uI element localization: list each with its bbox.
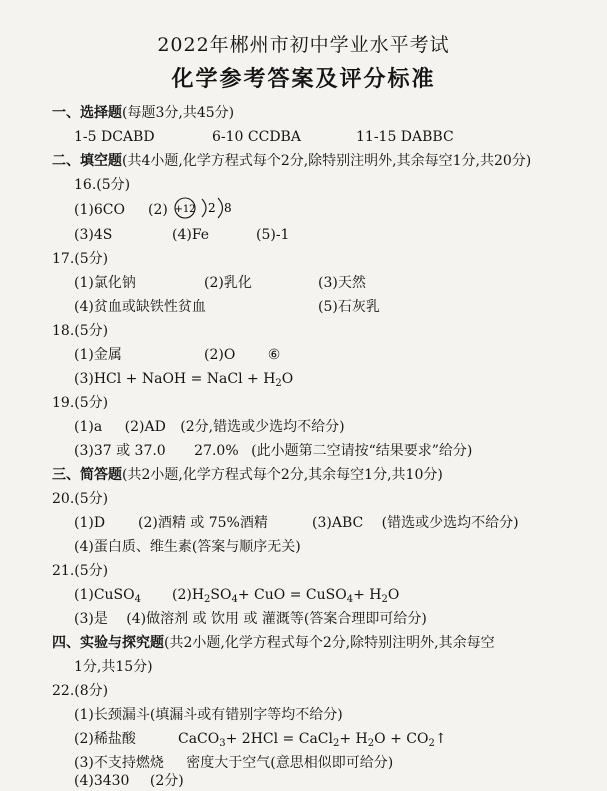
q21-eq-sub-2: 4 <box>231 594 238 605</box>
q22-eq-sub-3: 2 <box>367 738 375 749</box>
atom-structure-diagram <box>172 196 262 220</box>
q22-answer-2: (2)稀盐酸 <box>74 731 136 747</box>
q22-eq-part-4: O + CO <box>374 731 429 747</box>
q16-answer-1: (1)6CO <box>74 202 125 218</box>
q20-answer-4: (4)蛋白质、维生素(答案与顺序无关) <box>74 539 301 555</box>
section-4-note: (共2小题,化学方程式每个2分,除特别注明外,其余每空 <box>164 635 495 651</box>
q18-answer-2-element: (2)O <box>204 347 236 363</box>
section-3-note: (共2小题,化学方程式每个2分,其余每空1分,共10分) <box>122 467 443 483</box>
q21-eq-part-5: O <box>387 587 400 603</box>
electron-shell-2-arc <box>218 198 223 218</box>
q16-answer-4: (4)Fe <box>172 227 210 243</box>
q18-answer-3-equation <box>74 370 293 393</box>
q22-answer-4 <box>74 772 184 790</box>
mc-answers-1-5: 1-5 DCABD <box>74 129 155 145</box>
q19-answer-3 <box>74 442 472 460</box>
q21-number: 21.(5分) <box>52 563 109 579</box>
section-3-heading: 三、简答题 <box>52 467 122 483</box>
mc-answers-11-15: 11-15 DABBC <box>356 129 454 145</box>
q16-number: 16.(5分) <box>74 177 131 193</box>
mc-answers-6-10: 6-10 CCDBA <box>212 129 301 145</box>
electron-shell-1-count: 2 <box>208 201 216 215</box>
q18-eq-sub: 2 <box>275 378 282 389</box>
section-4-note-cont: 1分,共15分) <box>74 659 153 675</box>
q19-answer-3-second: 27.0% <box>194 443 239 459</box>
section-2-heading: 二、填空题 <box>52 153 122 169</box>
q21-answer-3-4 <box>74 610 427 628</box>
q22-answer-2-equation <box>178 730 447 753</box>
q21-eq-sub-1: 2 <box>204 594 211 605</box>
q21-answer-4: (4)做溶剂 或 饮用 或 灌溉等(答案合理即可给分) <box>126 611 427 627</box>
q17-answer-1: (1)氯化钠 <box>74 275 136 291</box>
q21-eq-sub-4: 2 <box>381 594 388 605</box>
q18-eq-main: (3)HCl + NaOH = NaCl + H <box>74 371 276 387</box>
q21-eq-part-4: + H <box>353 587 382 603</box>
q21-eq-sub-3: 4 <box>346 594 354 605</box>
q22-answer-3 <box>74 754 393 772</box>
q20-answer-3-note: (错选或少选均不给分) <box>381 515 519 531</box>
q18-number: 18.(5分) <box>52 323 109 339</box>
q19-answer-2-note: (2分,错选或少选均不给分) <box>180 419 345 435</box>
q22-eq-sub-1: 3 <box>219 738 226 749</box>
q22-number: 22.(8分) <box>52 683 109 699</box>
q16-answer-2-label: (2) <box>148 202 168 218</box>
q21-eq-part-2: SO <box>210 587 232 603</box>
q19-number: 19.(5分) <box>52 395 109 411</box>
q22-eq-arrow: ↑ <box>434 731 447 747</box>
section-2-note: (共4小题,化学方程式每个2分,除特别注明外,其余每空1分,共20分) <box>122 153 532 169</box>
q22-eq-part-2: + 2HCl = CaCl <box>225 731 333 747</box>
q22-answer-4-points: (2分) <box>149 773 184 789</box>
q16-answer-3: (3)4S <box>74 227 113 243</box>
q20-number: 20.(5分) <box>52 491 109 507</box>
q22-eq-part-3: + H <box>339 731 368 747</box>
q19-answer-3-note: (此小题第二空请按“结果要求”给分) <box>251 443 473 459</box>
q17-answer-2: (2)乳化 <box>204 275 252 291</box>
q22-answer-1: (1)长颈漏斗(填漏斗或有错别字等均不给分) <box>74 707 343 723</box>
section-3-header <box>52 466 443 484</box>
nucleus-charge: +12 <box>174 204 196 215</box>
q21-eq-part-3: + CuO = CuSO <box>237 587 347 603</box>
section-2-header <box>52 152 531 170</box>
exam-title: 2022年郴州市初中学业水平考试 <box>157 34 450 56</box>
q21-answer-1-formula: (1)CuSO <box>74 587 135 603</box>
q21-answer-1 <box>74 586 141 609</box>
q18-eq-end: O <box>281 371 294 387</box>
answer-key-title: 化学参考答案及评分标准 <box>171 67 436 92</box>
section-4-heading: 四、实验与探究题 <box>52 635 164 651</box>
q22-eq-sub-4: 2 <box>428 738 435 749</box>
electron-shell-2-count: 8 <box>224 201 232 215</box>
q19-answer-1-2 <box>74 418 345 436</box>
q16-answer-5: (5)-1 <box>256 227 290 243</box>
section-1-note: (每题3分,共45分) <box>122 105 235 121</box>
q19-answer-3-first: (3)37 或 37.0 <box>74 443 166 459</box>
section-1-heading: 一、选择题 <box>52 105 122 121</box>
q17-answer-3: (3)天然 <box>318 275 366 291</box>
q17-number: 17.(5分) <box>52 251 109 267</box>
q18-answer-1: (1)金属 <box>74 347 122 363</box>
q18-answer-2-circled: ⑥ <box>267 347 281 363</box>
q22-eq-sub-2: 2 <box>333 738 340 749</box>
q17-answer-4: (4)贫血或缺铁性贫血 <box>74 299 206 315</box>
q21-answer-2-equation <box>172 586 399 609</box>
q22-answer-4-value: (4)3430 <box>74 773 130 789</box>
q17-answer-5: (5)石灰乳 <box>318 299 380 315</box>
section-4-header <box>52 634 495 652</box>
section-1-header <box>52 104 234 122</box>
q19-answer-2: (2)AD <box>124 419 166 435</box>
q22-eq-part-1: CaCO <box>178 731 220 747</box>
q20-answer-1: (1)D <box>74 515 106 531</box>
q19-answer-1: (1)a <box>74 419 103 435</box>
q18-answer-2 <box>204 346 280 364</box>
q21-answer-1-sub: 4 <box>134 594 142 605</box>
q21-eq-part-1: (2)H <box>172 587 205 603</box>
q22-answer-3-first: (3)不支持燃烧 <box>74 755 164 771</box>
q20-answer-2: (2)酒精 或 75%酒精 <box>138 515 268 531</box>
q20-answer-3-value: (3)ABC <box>312 515 364 531</box>
q22-answer-3-second: 密度大于空气(意思相似即可给分) <box>186 755 394 771</box>
electron-shell-1-arc <box>202 199 206 217</box>
q21-answer-3: (3)是 <box>74 611 108 627</box>
q20-answer-3 <box>312 514 519 532</box>
